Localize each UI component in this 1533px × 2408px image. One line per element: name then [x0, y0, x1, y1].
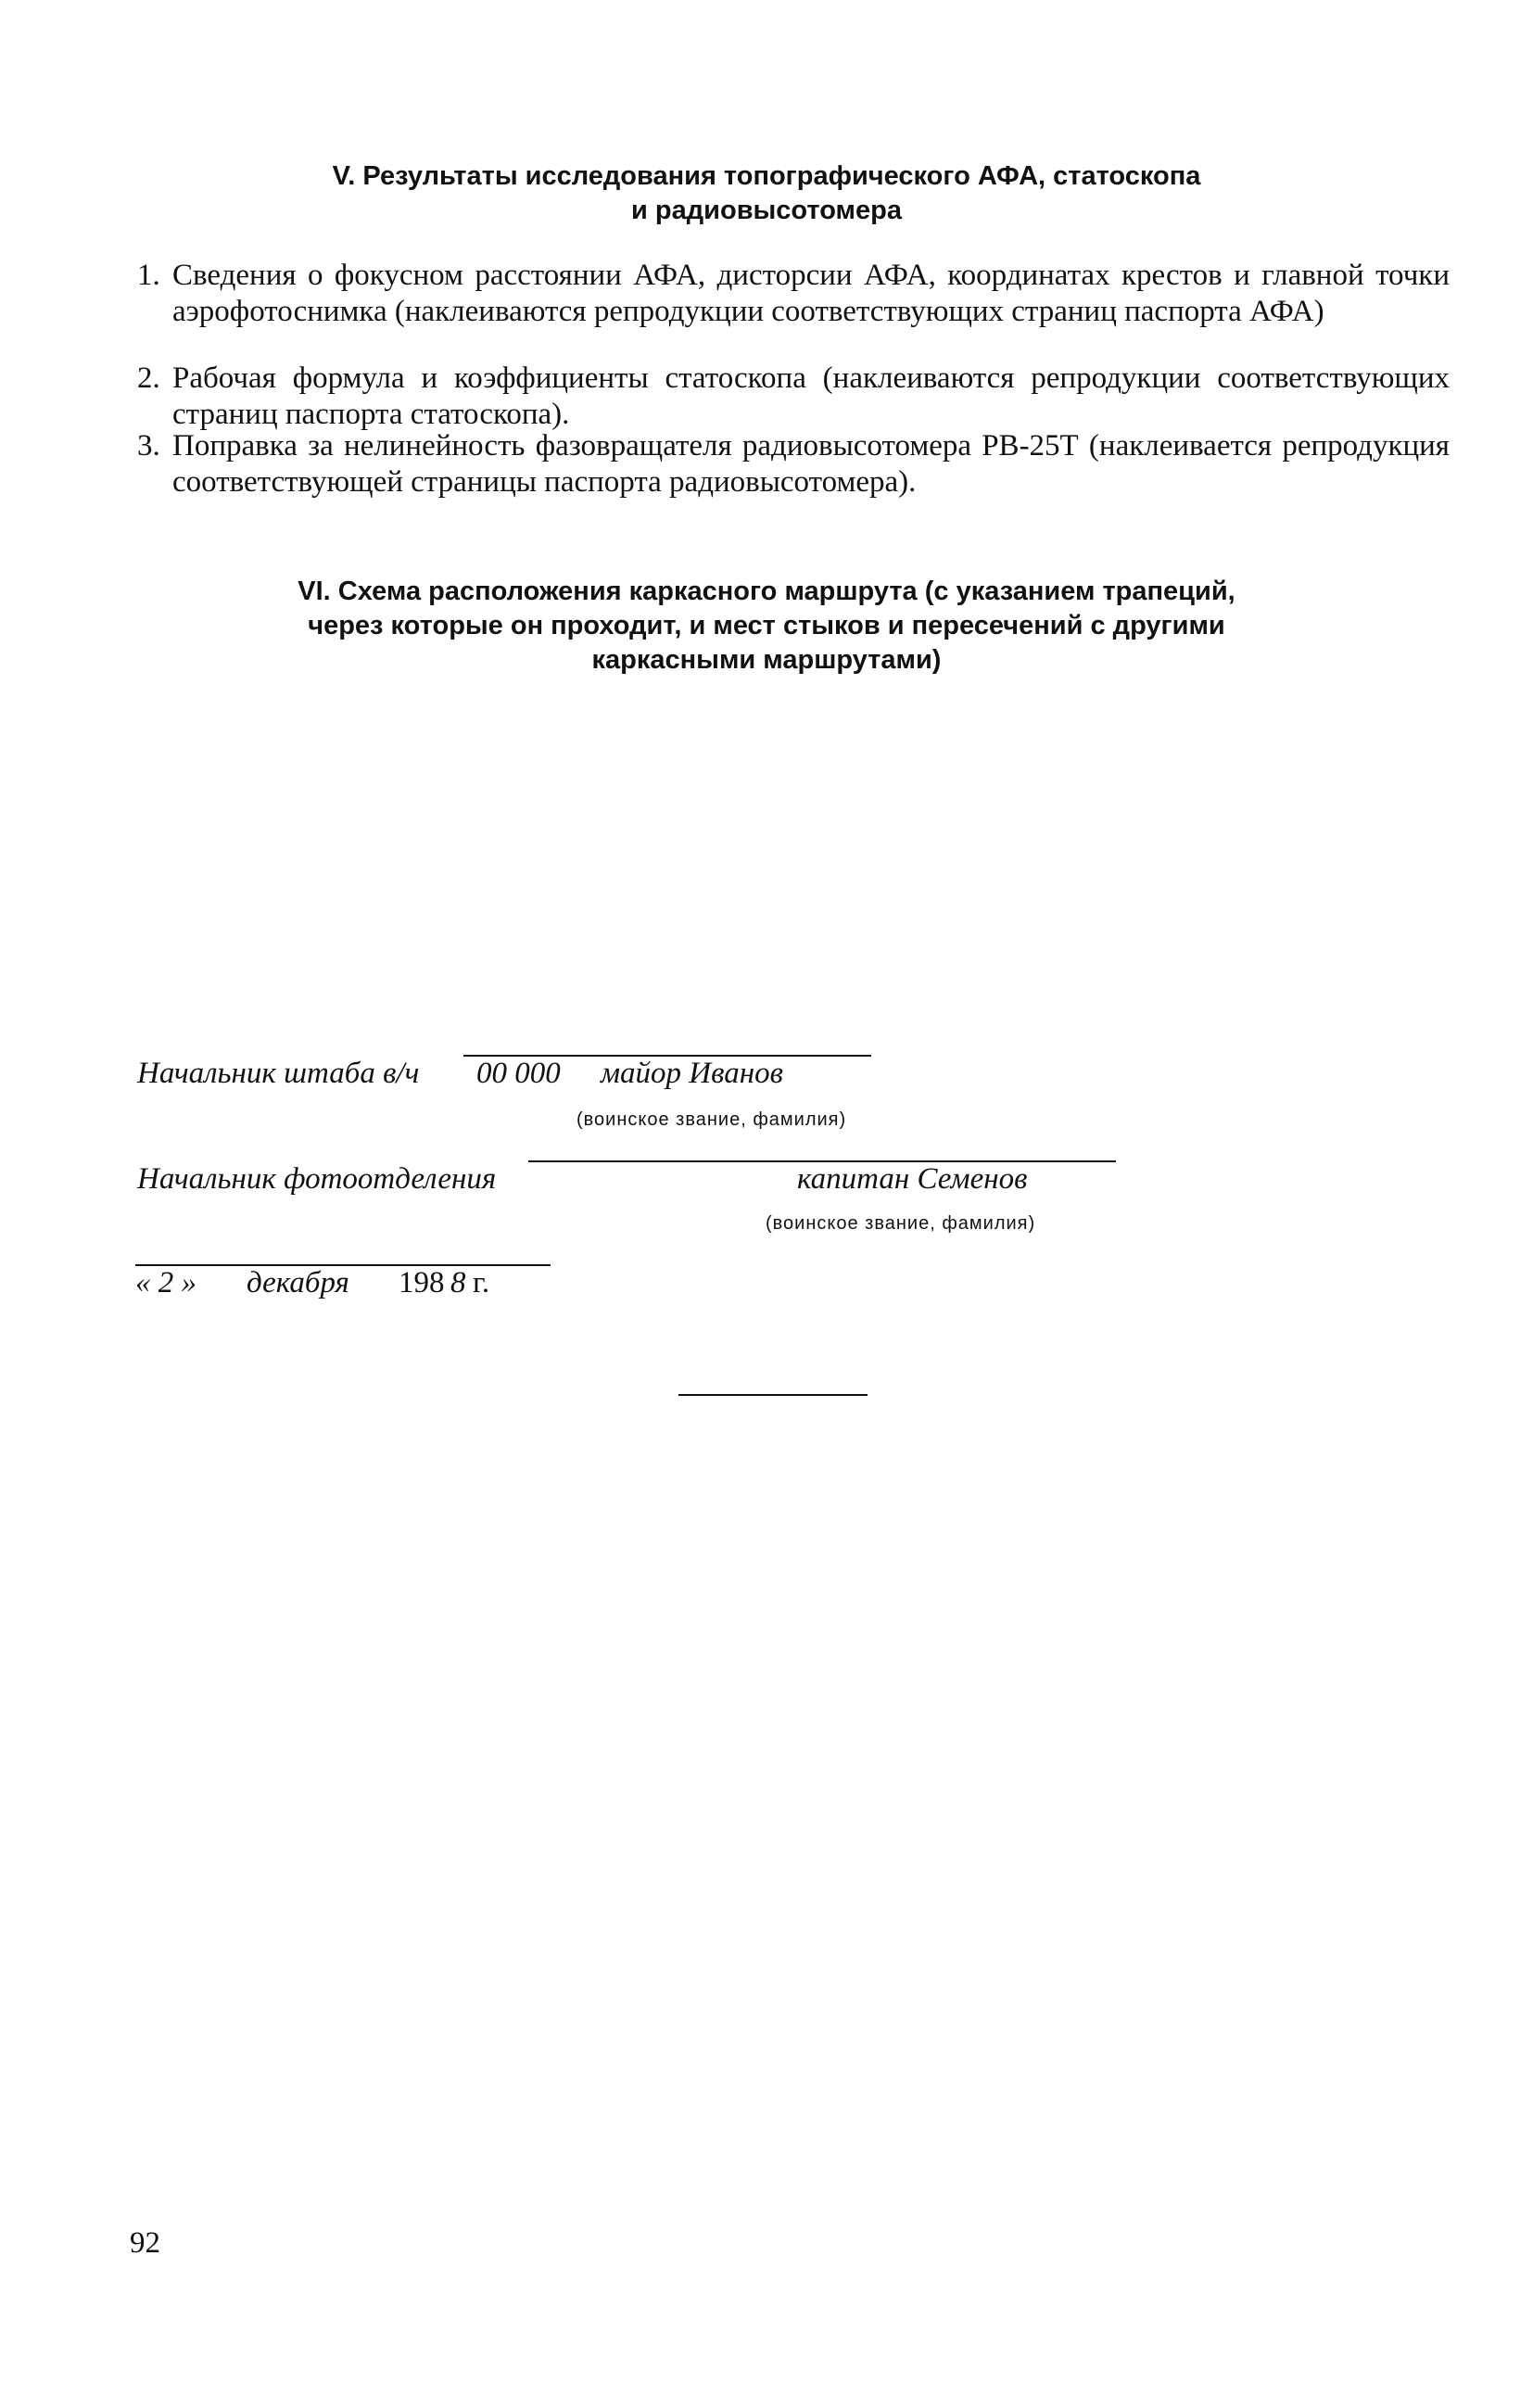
list-item [137, 428, 1450, 501]
page-number: 92 [130, 2226, 160, 2260]
list-item-text: Сведения о фокусном расстоянии АФА, дисторсии АФА, координатах крестов и главной точки аэрофотоснимка (наклеиваются репродукции соответствующих страниц паспорта АФА) [172, 259, 1450, 328]
photo-chief-label: Начальник фотоотделения [137, 1162, 497, 1196]
chief-of-staff-field [463, 1055, 871, 1090]
section-vi-title-line1: VI. Схема расположения каркасного маршрута (с указанием трапеций, [298, 577, 1235, 606]
section-vi-title [0, 575, 1533, 678]
date-year-suffix: г. [473, 1266, 490, 1299]
list-item [137, 258, 1450, 330]
list-item-number: 2. [137, 361, 160, 395]
photo-chief-caption: (воинское звание, фамилия) [766, 1213, 1036, 1234]
chief-of-staff-caption: (воинское звание, фамилия) [576, 1109, 847, 1130]
section-v-list [137, 0, 1450, 519]
section-v-title-line1: V. Результаты исследования топографического АФА, статоскопа [332, 161, 1201, 191]
date-year-prefix: 198 [399, 1266, 445, 1299]
section-v-title-line2: и радиовысотомера [631, 196, 902, 225]
list-item [137, 361, 1450, 433]
chief-of-staff-rank-name: майор Иванов [601, 1057, 783, 1090]
closing-divider [678, 1394, 868, 1396]
date-line [135, 1264, 551, 1299]
photo-chief-field [528, 1160, 1116, 1196]
list-item-text: Поправка за нелинейность фазовращателя радиовысотомера РВ-25Т (наклеивается репродукция соответствующей страницы паспорта радиовысотомера). [172, 429, 1450, 499]
list-item-number: 3. [137, 429, 160, 463]
chief-of-staff-label: Начальник штаба в/ч [137, 1057, 420, 1090]
date-month: декабря [247, 1266, 349, 1299]
section-vi-title-line3: каркасными маршрутами) [591, 645, 942, 675]
date-day: « 2 » [135, 1266, 196, 1299]
photo-chief-rank-name: капитан Семенов [797, 1162, 1028, 1196]
unit-number: 00 000 [476, 1057, 561, 1090]
list-item-number: 1. [137, 259, 160, 292]
section-vi-title-line2: через которые он проходит, и мест стыков и пересечений с другими [308, 611, 1225, 640]
date-year-digit: 8 [450, 1266, 466, 1299]
list-item-text: Рабочая формула и коэффициенты статоскопа (наклеиваются репродукции соответствующих страниц паспорта статоскопа). [172, 361, 1450, 431]
